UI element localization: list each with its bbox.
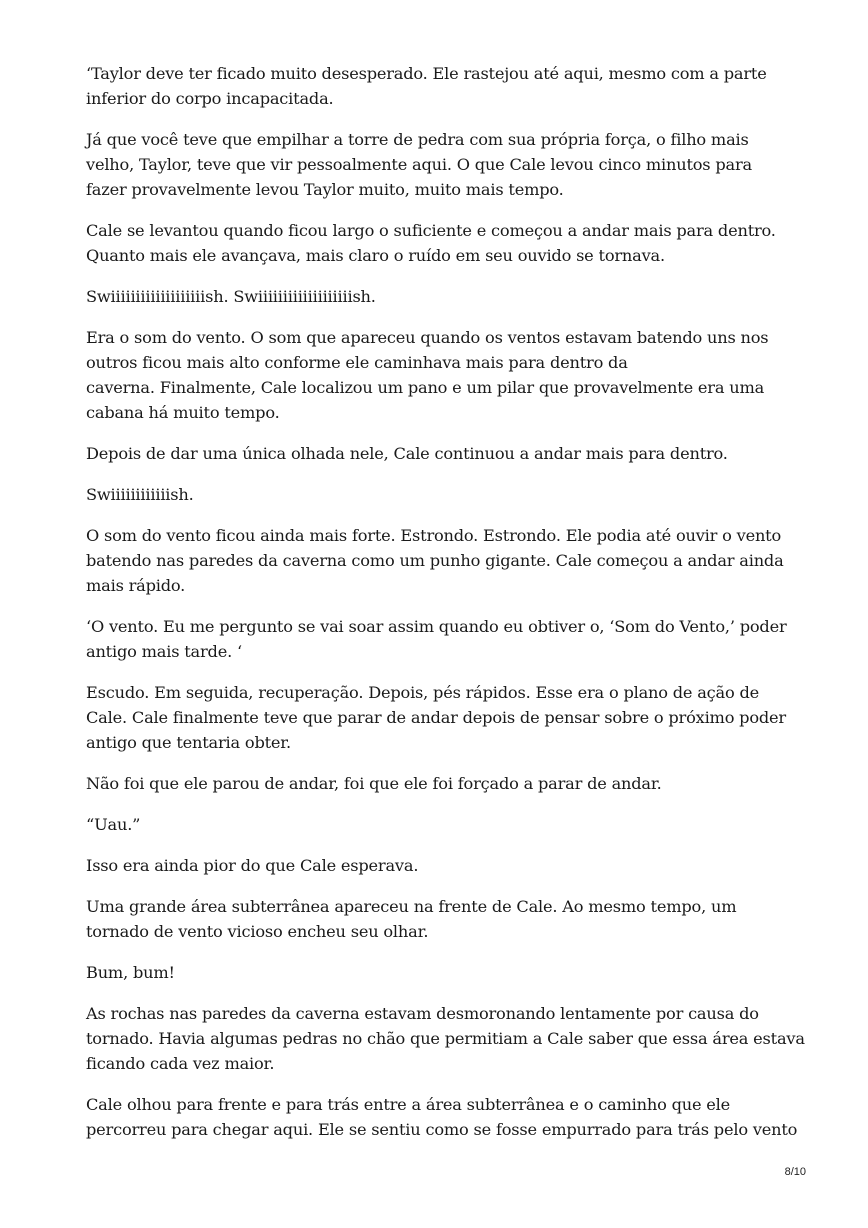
- text-line: cabana há muito tempo.: [86, 403, 280, 422]
- paragraph: [86, 894, 786, 944]
- paragraph: [86, 1001, 805, 1076]
- text-line: tornado. Havia algumas pedras no chão que permitiam a Cale saber que essa área estava: [86, 1029, 805, 1048]
- paragraph: [86, 441, 786, 466]
- text-line: Uma grande área subterrânea apareceu na frente de Cale. Ao mesmo tempo, um: [86, 897, 737, 916]
- text-line: Swiiiiiiiiiiiiiiiiiiish. Swiiiiiiiiiiiiiiiiiiish.: [86, 287, 376, 306]
- text-line: Cale. Cale finalmente teve que parar de andar depois de pensar sobre o próximo poder: [86, 708, 786, 727]
- text-line: Não foi que ele parou de andar, foi que ele foi forçado a parar de andar.: [86, 774, 662, 793]
- paragraph: [86, 325, 786, 425]
- text-line: “Uau.”: [86, 815, 141, 834]
- paragraph: [86, 284, 786, 309]
- text-line: ficando cada vez maior.: [86, 1054, 275, 1073]
- text-line: Era o som do vento. O som que apareceu quando os ventos estavam batendo uns nos: [86, 328, 769, 347]
- text-line: batendo nas paredes da caverna como um punho gigante. Cale começou a andar ainda: [86, 551, 784, 570]
- text-line: antigo mais tarde. ‘: [86, 642, 242, 661]
- text-line: Bum, bum!: [86, 963, 175, 982]
- paragraph: [86, 482, 786, 507]
- text-line: Swiiiiiiiiiiiish.: [86, 485, 194, 504]
- text-line: Quanto mais ele avançava, mais claro o ruído em seu ouvido se tornava.: [86, 246, 665, 265]
- text-line: velho, Taylor, teve que vir pessoalmente aqui. O que Cale levou cinco minutos para: [86, 155, 752, 174]
- text-line: outros ficou mais alto conforme ele caminhava mais para dentro da: [86, 353, 628, 372]
- text-line: ‘O vento. Eu me pergunto se vai soar assim quando eu obtiver o, ‘Som do Vento,’ poder: [86, 617, 787, 636]
- text-line: tornado de vento vicioso encheu seu olhar.: [86, 922, 429, 941]
- text-line: fazer provavelmente levou Taylor muito, muito mais tempo.: [86, 180, 564, 199]
- paragraph: [86, 523, 786, 598]
- text-line: O som do vento ficou ainda mais forte. Estrondo. Estrondo. Ele podia até ouvir o vento: [86, 526, 782, 545]
- paragraph: [86, 218, 786, 268]
- text-line: caverna. Finalmente, Cale localizou um pano e um pilar que provavelmente era uma: [86, 378, 765, 397]
- text-line: As rochas nas paredes da caverna estavam desmoronando lentamente por causa do: [86, 1004, 759, 1023]
- text-line: Cale olhou para frente e para trás entre a área subterrânea e o caminho que ele: [86, 1095, 731, 1114]
- paragraph: [86, 127, 786, 202]
- text-line: antigo que tentaria obter.: [86, 733, 291, 752]
- paragraph: [86, 61, 786, 111]
- paragraph: [86, 771, 786, 796]
- paragraph: [86, 812, 786, 837]
- text-line: Já que você teve que empilhar a torre de pedra com sua própria força, o filho mais: [86, 130, 749, 149]
- text-line: Isso era ainda pior do que Cale esperava.: [86, 856, 419, 875]
- page-number: 8/10: [784, 1166, 806, 1178]
- page-body: [86, 61, 805, 1158]
- text-line: mais rápido.: [86, 576, 186, 595]
- paragraph: [86, 680, 786, 755]
- paragraph: [86, 960, 786, 985]
- text-line: Depois de dar uma única olhada nele, Cale continuou a andar mais para dentro.: [86, 444, 728, 463]
- text-line: Cale se levantou quando ficou largo o suficiente e começou a andar mais para dentro.: [86, 221, 776, 240]
- paragraph: [86, 614, 786, 664]
- text-line: Escudo. Em seguida, recuperação. Depois, pés rápidos. Esse era o plano de ação de: [86, 683, 760, 702]
- text-line: inferior do corpo incapacitada.: [86, 89, 334, 108]
- paragraph: [86, 853, 786, 878]
- paragraph: [86, 1092, 798, 1142]
- text-line: percorreu para chegar aqui. Ele se sentiu como se fosse empurrado para trás pelo vento: [86, 1120, 798, 1139]
- text-line: ‘Taylor deve ter ficado muito desesperado. Ele rastejou até aqui, mesmo com a parte: [86, 64, 767, 83]
